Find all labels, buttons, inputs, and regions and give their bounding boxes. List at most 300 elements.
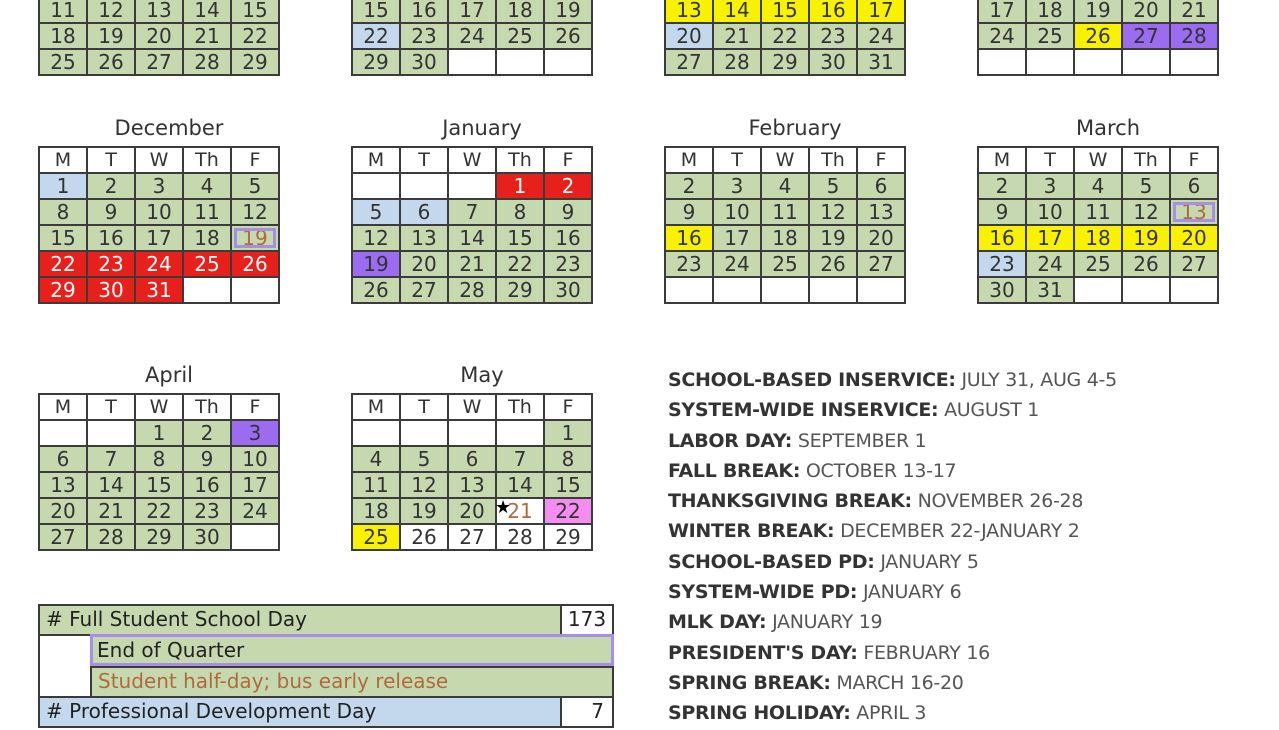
- day-number: 12: [411, 473, 437, 497]
- day-number: 22: [772, 24, 798, 48]
- week-row: [39, 23, 279, 49]
- day-number: 22: [146, 499, 172, 523]
- full-day-count: 173: [567, 607, 607, 631]
- day-cell: [231, 225, 279, 251]
- empty-day-cell: [1170, 277, 1218, 303]
- day-cell: [544, 23, 592, 49]
- day-cell: [183, 173, 231, 199]
- day-cell: [1170, 199, 1218, 225]
- week-row: [352, 498, 592, 524]
- day-cell: [809, 199, 857, 225]
- day-cell: [1074, 199, 1122, 225]
- day-cell: [1170, 225, 1218, 251]
- day-cell: [713, 173, 761, 199]
- day-number: 27: [676, 50, 702, 74]
- day-number: 1: [513, 174, 527, 198]
- legend-pd-count: [560, 696, 614, 728]
- day-number: 16: [676, 226, 702, 250]
- day-number: 19: [363, 252, 389, 276]
- day-number: 5: [369, 200, 383, 224]
- key-date-item: [668, 669, 1117, 699]
- month-table: [351, 0, 593, 76]
- day-cell: [978, 251, 1026, 277]
- day-cell: [231, 420, 279, 446]
- key-date-label: SYSTEM-WIDE PD:: [668, 581, 858, 604]
- day-number: 10: [146, 200, 172, 224]
- day-number: 16: [555, 226, 581, 250]
- day-cell: [87, 173, 135, 199]
- day-number: 14: [507, 473, 533, 497]
- day-number: 6: [56, 447, 70, 471]
- day-number: 27: [1133, 24, 1159, 48]
- key-date-item: [668, 427, 1117, 457]
- day-number: 20: [1181, 226, 1207, 250]
- day-cell: [231, 199, 279, 225]
- day-number: 23: [98, 252, 124, 276]
- day-number: 18: [507, 0, 533, 22]
- day-number: 2: [995, 174, 1009, 198]
- week-row: [352, 251, 592, 277]
- day-number: 27: [1181, 252, 1207, 276]
- day-cell: [1122, 199, 1170, 225]
- week-row: [978, 277, 1218, 303]
- day-number: 21: [1181, 0, 1207, 22]
- day-cell: [665, 251, 713, 277]
- day-cell: [39, 23, 87, 49]
- day-cell: [400, 225, 448, 251]
- day-number: 16: [820, 0, 846, 22]
- day-number: 5: [1139, 174, 1153, 198]
- day-cell: [496, 472, 544, 498]
- day-cell: [544, 524, 592, 550]
- day-cell: [857, 49, 905, 75]
- month-calendar: [38, 0, 300, 76]
- day-cell: [352, 49, 400, 75]
- day-number: 20: [459, 499, 485, 523]
- day-cell: [544, 251, 592, 277]
- day-number: 12: [98, 0, 124, 22]
- day-number: 16: [98, 226, 124, 250]
- week-row: [665, 199, 905, 225]
- day-number: 9: [995, 200, 1009, 224]
- day-number: 28: [98, 525, 124, 549]
- day-cell: [87, 524, 135, 550]
- legend-end-quarter-label: End of Quarter: [97, 638, 245, 662]
- week-row: [352, 472, 592, 498]
- day-number: 5: [826, 174, 840, 198]
- day-cell: [87, 199, 135, 225]
- day-number: 6: [465, 447, 479, 471]
- day-cell: [39, 277, 87, 303]
- key-date-value: OCTOBER 13-17: [805, 459, 957, 482]
- day-number: 27: [411, 278, 437, 302]
- key-date-value: APRIL 3: [856, 702, 927, 725]
- week-row: [39, 498, 279, 524]
- empty-day-cell: [352, 420, 400, 446]
- day-number: 21: [724, 24, 750, 48]
- week-row: [352, 524, 592, 550]
- day-number: 19: [1085, 0, 1111, 22]
- day-cell: [87, 23, 135, 49]
- week-row: [978, 251, 1218, 277]
- day-cell: [135, 498, 183, 524]
- day-cell: [231, 446, 279, 472]
- day-cell: [978, 23, 1026, 49]
- day-cell: [857, 23, 905, 49]
- day-cell: [978, 277, 1026, 303]
- day-number: 25: [1037, 24, 1063, 48]
- day-number: 18: [363, 499, 389, 523]
- empty-day-cell: [978, 49, 1026, 75]
- day-number: 11: [1085, 200, 1111, 224]
- week-row: [978, 199, 1218, 225]
- day-number: 28: [459, 278, 485, 302]
- week-row: [665, 49, 905, 75]
- key-date-item: [668, 517, 1117, 547]
- day-number: 19: [242, 226, 268, 250]
- day-cell: [231, 498, 279, 524]
- week-row: [39, 524, 279, 550]
- day-cell: [352, 199, 400, 225]
- day-number: 16: [989, 226, 1015, 250]
- day-number: 8: [513, 200, 527, 224]
- day-cell: [87, 225, 135, 251]
- month-title: February: [748, 116, 842, 140]
- day-number: 26: [555, 24, 581, 48]
- weekday-header: F: [544, 394, 592, 420]
- day-cell: [448, 251, 496, 277]
- day-number: 23: [411, 24, 437, 48]
- weekday-header: F: [231, 394, 279, 420]
- weekday-header: Th: [496, 147, 544, 173]
- day-number: 27: [50, 525, 76, 549]
- pd-count: 7: [591, 699, 604, 723]
- day-cell: [400, 23, 448, 49]
- month-calendar: [351, 0, 613, 76]
- day-cell: [713, 251, 761, 277]
- day-cell: [183, 524, 231, 550]
- month-table: [351, 146, 593, 304]
- day-cell: [400, 472, 448, 498]
- weekday-header-row: [39, 394, 279, 420]
- day-cell: [1026, 225, 1074, 251]
- day-number: 26: [820, 252, 846, 276]
- day-number: 10: [242, 447, 268, 471]
- weekday-header: F: [231, 147, 279, 173]
- day-cell: [1122, 23, 1170, 49]
- day-number: 12: [363, 226, 389, 250]
- month-table: [977, 0, 1219, 76]
- day-number: 15: [772, 0, 798, 22]
- legend-pd-label: # Professional Development Day: [46, 699, 377, 723]
- day-cell: [135, 472, 183, 498]
- day-number: 8: [561, 447, 575, 471]
- key-date-item: [668, 578, 1117, 608]
- day-cell: [39, 49, 87, 75]
- day-number: 25: [363, 525, 389, 549]
- empty-day-cell: [87, 420, 135, 446]
- day-cell: [135, 277, 183, 303]
- day-number: 25: [194, 252, 220, 276]
- empty-day-cell: [1122, 277, 1170, 303]
- day-number: 5: [417, 447, 431, 471]
- day-cell: [1074, 23, 1122, 49]
- day-number: 23: [194, 499, 220, 523]
- day-cell: [135, 446, 183, 472]
- day-number: 24: [242, 499, 268, 523]
- day-cell: [496, 199, 544, 225]
- weekday-header: F: [544, 147, 592, 173]
- month-table: [351, 393, 593, 551]
- day-number: 22: [50, 252, 76, 276]
- day-number: 8: [56, 200, 70, 224]
- day-cell: [39, 173, 87, 199]
- day-cell: [1074, 0, 1122, 23]
- day-number: 25: [50, 50, 76, 74]
- key-date-item: [668, 699, 1117, 729]
- weekday-header: W: [761, 147, 809, 173]
- day-cell: [231, 0, 279, 23]
- day-number: 2: [682, 174, 696, 198]
- week-row: [39, 420, 279, 446]
- day-cell: [448, 23, 496, 49]
- key-date-label: SYSTEM-WIDE INSERVICE:: [668, 399, 939, 422]
- empty-day-cell: [1026, 49, 1074, 75]
- key-date-label: MLK DAY:: [668, 611, 767, 634]
- day-cell: [352, 277, 400, 303]
- day-number: 24: [724, 252, 750, 276]
- day-number: 20: [868, 226, 894, 250]
- weekday-header-row: [665, 147, 905, 173]
- day-cell: [1122, 0, 1170, 23]
- day-number: 18: [194, 226, 220, 250]
- empty-day-cell: [1074, 277, 1122, 303]
- day-number: 30: [98, 278, 124, 302]
- key-date-value: JANUARY 6: [862, 581, 962, 604]
- month-calendar: [977, 116, 1239, 304]
- day-cell: [665, 23, 713, 49]
- empty-day-cell: [857, 277, 905, 303]
- weekday-header: W: [1074, 147, 1122, 173]
- day-number: 31: [868, 50, 894, 74]
- day-cell: [857, 251, 905, 277]
- empty-day-cell: [400, 420, 448, 446]
- empty-day-cell: [400, 173, 448, 199]
- key-date-value: JULY 31, AUG 4-5: [961, 369, 1117, 391]
- day-number: 26: [363, 278, 389, 302]
- day-number: 23: [676, 252, 702, 276]
- day-number: 11: [194, 200, 220, 224]
- day-number: 27: [868, 252, 894, 276]
- empty-day-cell: [713, 277, 761, 303]
- day-cell: [135, 173, 183, 199]
- day-number: 17: [242, 473, 268, 497]
- day-number: 23: [555, 252, 581, 276]
- weekday-header-row: [39, 147, 279, 173]
- day-number: 18: [50, 24, 76, 48]
- empty-day-cell: [1122, 49, 1170, 75]
- empty-day-cell: [39, 420, 87, 446]
- day-cell: [39, 446, 87, 472]
- weekday-header-row: [352, 147, 592, 173]
- month-calendar: [664, 116, 926, 304]
- month-title: April: [145, 363, 193, 387]
- day-number: 7: [104, 447, 118, 471]
- day-cell: [135, 49, 183, 75]
- week-row: [978, 23, 1218, 49]
- day-number: 7: [513, 447, 527, 471]
- day-number: 20: [1133, 0, 1159, 22]
- day-number: 1: [561, 421, 575, 445]
- day-number: 26: [1085, 24, 1111, 48]
- day-cell: [665, 49, 713, 75]
- day-cell: [448, 446, 496, 472]
- day-cell: [448, 524, 496, 550]
- day-number: 19: [98, 24, 124, 48]
- day-cell: [1170, 251, 1218, 277]
- day-number: 14: [194, 0, 220, 22]
- week-row: [352, 49, 592, 75]
- day-number: 4: [1091, 174, 1105, 198]
- day-cell: [231, 472, 279, 498]
- day-cell: [665, 0, 713, 23]
- empty-day-cell: [761, 277, 809, 303]
- month-calendar: [977, 0, 1239, 76]
- day-number: 12: [1133, 200, 1159, 224]
- day-number: 8: [152, 447, 166, 471]
- day-cell: [352, 472, 400, 498]
- day-cell: [135, 251, 183, 277]
- day-cell: [448, 199, 496, 225]
- weekday-header: M: [39, 147, 87, 173]
- empty-day-cell: [448, 173, 496, 199]
- weekday-header: W: [135, 147, 183, 173]
- day-number: 1: [56, 174, 70, 198]
- weekday-header: T: [1026, 147, 1074, 173]
- day-cell: [183, 0, 231, 23]
- day-cell: [544, 498, 592, 524]
- weekday-header: Th: [1122, 147, 1170, 173]
- month-table: [38, 393, 280, 551]
- key-date-label: SCHOOL-BASED PD:: [668, 550, 875, 573]
- day-cell: [39, 472, 87, 498]
- day-number: 28: [724, 50, 750, 74]
- week-row: [665, 277, 905, 303]
- day-cell: [809, 49, 857, 75]
- day-number: 9: [682, 200, 696, 224]
- day-cell: [665, 199, 713, 225]
- week-row: [665, 173, 905, 199]
- key-date-item: [668, 457, 1117, 487]
- day-number: 30: [820, 50, 846, 74]
- day-cell: [135, 23, 183, 49]
- key-date-value: JANUARY 19: [772, 611, 883, 634]
- legend-full-day-count: [560, 604, 614, 636]
- day-cell: [39, 225, 87, 251]
- day-number: 30: [411, 50, 437, 74]
- day-cell: [183, 199, 231, 225]
- key-date-label: WINTER BREAK:: [668, 520, 835, 543]
- key-date-item: [668, 608, 1117, 638]
- day-cell: [231, 49, 279, 75]
- day-cell: [352, 0, 400, 23]
- empty-day-cell: [231, 524, 279, 550]
- day-cell: [544, 225, 592, 251]
- day-cell: [809, 251, 857, 277]
- day-cell: [400, 277, 448, 303]
- day-cell: [39, 498, 87, 524]
- day-number: 15: [555, 473, 581, 497]
- day-number: 12: [820, 200, 846, 224]
- month-title: May: [460, 363, 504, 387]
- day-number: 9: [200, 447, 214, 471]
- week-row: [39, 199, 279, 225]
- day-cell: [978, 225, 1026, 251]
- weekday-header: W: [448, 147, 496, 173]
- day-number: 22: [507, 252, 533, 276]
- day-number: 22: [555, 499, 581, 523]
- day-cell: [978, 0, 1026, 23]
- day-number: 23: [989, 252, 1015, 276]
- day-cell: [713, 199, 761, 225]
- key-date-label: SCHOOL-BASED INSERVICE:: [668, 369, 956, 391]
- day-cell: [400, 199, 448, 225]
- key-date-item: [668, 366, 1117, 396]
- month-table: [38, 146, 280, 304]
- week-row: [39, 251, 279, 277]
- day-number: 4: [778, 174, 792, 198]
- week-row: [978, 225, 1218, 251]
- weekday-header: Th: [183, 394, 231, 420]
- day-cell: [1026, 23, 1074, 49]
- day-cell: [448, 498, 496, 524]
- day-cell: [352, 446, 400, 472]
- day-cell: [1074, 173, 1122, 199]
- legend-blank-swatch: [38, 634, 92, 698]
- week-row: [352, 173, 592, 199]
- day-number: 17: [459, 0, 485, 22]
- day-number: 5: [248, 174, 262, 198]
- day-number: 10: [1037, 200, 1063, 224]
- legend-full-day: [38, 604, 562, 636]
- day-number: 21: [194, 24, 220, 48]
- day-cell: [183, 49, 231, 75]
- day-cell: [39, 524, 87, 550]
- day-number: 24: [146, 252, 172, 276]
- empty-day-cell: [448, 49, 496, 75]
- day-number: 29: [146, 525, 172, 549]
- day-cell: [87, 277, 135, 303]
- week-row: [665, 0, 905, 23]
- day-number: 15: [146, 473, 172, 497]
- day-number: 23: [820, 24, 846, 48]
- month-calendar: [351, 363, 613, 551]
- month-calendar: [351, 116, 613, 304]
- day-number: 13: [868, 200, 894, 224]
- day-number: 4: [200, 174, 214, 198]
- day-number: 13: [50, 473, 76, 497]
- day-number: 24: [989, 24, 1015, 48]
- day-number: 13: [676, 0, 702, 22]
- day-cell: [857, 0, 905, 23]
- day-cell: [1026, 199, 1074, 225]
- empty-day-cell: [544, 49, 592, 75]
- day-cell: [496, 277, 544, 303]
- day-cell: [183, 472, 231, 498]
- day-cell: [809, 0, 857, 23]
- day-number: 6: [874, 174, 888, 198]
- week-row: [352, 0, 592, 23]
